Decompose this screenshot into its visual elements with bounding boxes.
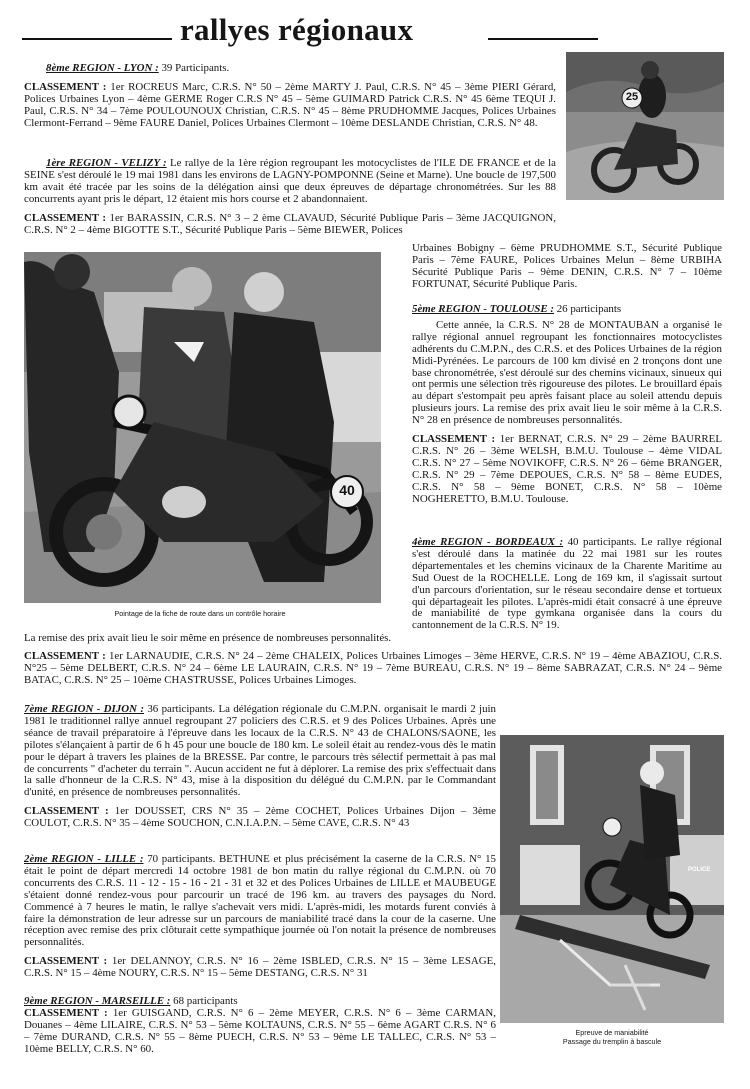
- bordeaux-classement: 1er LARNAUDIE, C.R.S. N° 24 – 2ème CHALEIX, Polices Urbaines Limoges – 3ème HERVE, C.R.S. N° 19 – 4ème ABAZIOU, C.R.S. N°25 – 5ème DELBERT, C.R.S. N° 24 – 6ème LE LAURAIN, C.R.S. N° 19 – 7ème BUREAU, C.R.S. N° 19 – 8ème SABRAZAT, C.R.S. N° 24 – 9ème BATAC, C.R.S. N° 25 – 10ème CHASTRUSSE, Polices Urbaines Limoges.: [24, 649, 723, 686]
- heading-marseille: 9ème REGION - MARSEILLE :: [24, 995, 171, 1007]
- classement-label: CLASSEMENT :: [24, 1006, 108, 1019]
- photo-motorcyclist-rally: [566, 52, 724, 200]
- title-row: [22, 12, 722, 52]
- photo-control-checkpoint: [24, 252, 381, 603]
- velizy-classement-part1: 1er BARASSIN, C.R.S. N° 3 – 2 ème CLAVAUD, Sécurité Publique Paris – 3ème JACQUIGNON, C.R.S. N° 2 – 4ème BIGOTTE S.T., Sécurité Publique Paris – 5ème BIEWER, Polices: [24, 211, 556, 236]
- toulouse-text: Cette année, la C.R.S. N° 28 de MONTAUBAN a organisé le rallye régional annuel regroupant les fonctionnaires motocyclistes adhérents du C.M.P.N., des C.R.S. et des Polices Urbaines de la région Midi-Pyrénées. Le parcours de 100 km divisé en 2 tronçons dont une base chronométrée, s'est déroulé sur des chemins vicinaux, sinueux qui ont permis une sélection très rigoureuse des pilotes. Le brouillard épais au départ s'estompait peu après faisant place au soleil attendu depuis plusieurs jours. La remise des prix avait lieu le soir même à la C.R.S. N° 28 en présence de nombreuses personnalités.: [412, 318, 722, 427]
- section-marseille: [24, 996, 496, 1056]
- section-velizy-continued: [386, 243, 722, 291]
- marseille-intro: 68 participants: [170, 995, 238, 1007]
- main-photo-caption: Pointage de la fiche de route dans un contrôle horaire: [114, 609, 286, 618]
- dijon-text: 36 participants. La délégation régionale du C.M.P.N. organisait le mardi 2 juin 1981 le traditionnel rallye annuel regroupant 27 policiers des C.R.S. et 9 des Polices Urbaines. Après une séance de travail préparatoire à l'épreuve dans les locaux de la C.R.S. N° 43 de CHALONS/SAONE, les pilotes s'élançaient à partir de 6 h 45 pour une boucle de 180 km. Le soleil était au rendez-vous dès le matin pour le départ à travers les plaines de la BRESSE. Par contre, le parcours très sélectif permettait à pas mal de concurrents " d'acheter du terrain ". Aucun accident ne fut à déplorer. La remise des prix s'effectuait dans la salle d'honneur de la C.R.S. N° 43, mise à la disposition du délégué du C.M.P.N. par le Commandant d'unité, en présence de nombreuses personnalités.: [24, 703, 496, 799]
- dijon-classement: 1er DOUSSET, CRS N° 35 – 2ème COCHET, Polices Urbaines Dijon – 3ème COULOT, C.R.S. N° 35 – 4ème SOUCHON, C.N.I.A.P.N. – 5ème CAVE, C.R.S. N° 43: [24, 805, 496, 830]
- bordeaux-text: 40 participants. Le rallye régional s'est déroulé dans la matinée du 22 mai 1981 sur les routes départementales et les chemins vicinaux de la Charente Maritime au Sud Ouest de la ROCHELLE. Long de 169 km, il s'agissait surtout d'un parcours d'orientation, sur le réseau secondaire dense et tortueux qui départageait les pilotes. L'après-midi était consacré à une épreuve de maniabilité de type gymkana organisée dans la cours du cantonnement de la C.R.S. N° 19.: [412, 536, 722, 632]
- title-rule-left: [22, 38, 172, 40]
- lyon-intro: 39 Participants.: [158, 62, 230, 74]
- toulouse-classement: 1er BERNAT, C.R.S. N° 29 – 2ème BAURREL C.R.S. N° 26 – 3ème WELSH, B.M.U. Toulouse – 4ème VIDAL C.R.S. N° 27 – 5ème NOVIKOFF, C.R.S. N° 26 – 6ème BRANGER, C.R.S. N° 29 – 7ème DEPOUES, C.R.S. N° 58 – 8ème EUDES, C.R.S. N° 58 – 9ème BONET, C.R.S. N° 58 – 10ème NOGHERETTO, B.M.U. Toulouse.: [412, 433, 722, 505]
- heading-lille: 2ème REGION - LILLE :: [24, 853, 144, 865]
- lyon-classement: 1er ROCREUS Marc, C.R.S. N° 50 – 2ème MARTY J. Paul, C.R.S. N° 45 – 3ème PIERI Gérard, Polices Urbaines Lyon – 4ème GERME Roger C.R.S N° 45 – 5ème GUIMARD Patrick C.R.S. N° 45 6ème TEQUI J. Paul, C.R.S. N° 34 – 7ème POULOUNOUX Christian, C.R.S. N° 45 – 8ème PRUDHOMME Jacques, Polices Urbaines Clermont-Ferrand – 9ème FAURE Daniel, Polices Urbaines Clermont – 10ème DESLANDE Christian, C.R.S. N° 48.: [24, 80, 556, 129]
- toulouse-intro: 26 participants: [553, 303, 622, 315]
- heading-lyon: 8ème REGION - LYON :: [46, 62, 159, 74]
- section-bordeaux: [412, 537, 722, 632]
- bib-number-40: 40: [339, 482, 355, 498]
- section-toulouse: [412, 304, 722, 506]
- title-rule-right: [488, 38, 598, 40]
- velizy-text: Le rallye de la 1ère région regroupant les motocyclistes de l'ILE DE FRANCE et de la SEINE s'est déroulé le 19 mai 1981 dans les environs de LAGNY-POMPONNE (Seine et Marne). Une boucle de 197,500 km avait été tracée par les soins de la délégation ainsi que deux épreuves de départage chronométrées. Sur les 88 concurrents ayant pris le départ, 12 étaient mis hors course et 2 abandonnaient.: [24, 157, 556, 205]
- police-sign: POLICE: [688, 867, 711, 873]
- classement-label: CLASSEMENT :: [24, 805, 109, 818]
- marseille-classement: 1er GUISGAND, C.R.S. N° 6 – 2ème MEYER, C.R.S. N° 6 – 3ème CARMAN, Douanes – 4ème LILAIRE, C.R.S. N° 53 – 5ème KOLTAUNS, C.R.S. N° 55 – 6ème AGART C.R.S. N° 6 – 7ème DURAND, C.R.S. N° 55 – 8ème PUECH, C.R.S. N° 53 – 9ème LE TALLEC, C.R.S. N° 53 – 10ème BELLY, C.R.S. N° 60.: [24, 1006, 496, 1055]
- classement-label: CLASSEMENT :: [412, 433, 496, 446]
- classement-label: CLASSEMENT :: [24, 649, 106, 662]
- classement-label: CLASSEMENT :: [24, 955, 108, 968]
- classement-label: CLASSEMENT :: [24, 211, 106, 224]
- page-title: rallyes régionaux: [180, 12, 414, 47]
- lille-text: 70 participants. BETHUNE et plus précisément la caserne de la C.R.S. N° 15 était le point de départ mercredi 14 octobre 1981 de bon matin du rallye régional du C.M.P.N. où 70 concurrents des C.R.S. 11 - 12 - 15 - 16 - 21 - 31 et 32 et des Polices Urbaines de LILLE et MAUBEUGE s'étaient donné rendez-vous pour parcourir un tracé de 196 km. au travers des paysages du Nord. Commencé à 7 heures le matin, le rallye s'achevait vers midi. L'après-midi, les motards furent conviés à faire la démonstration de leur adresse sur un parcours de maniabilité tracé dans la cour de la caserne. Une réception avec remise des prix clôturait cette sympathique journée où l'on notait la présence de nombreuses personnalités.: [24, 853, 496, 949]
- heading-velizy: 1ère REGION - VELIZY :: [46, 157, 167, 169]
- heading-dijon: 7ème REGION - DIJON :: [24, 703, 144, 715]
- bordeaux-text-end: La remise des prix avait lieu le soir même en présence de nombreuses personnalités.: [24, 632, 392, 644]
- section-bordeaux-end: [24, 633, 722, 687]
- classement-label: CLASSEMENT :: [24, 80, 107, 93]
- bottom-photo-caption-line2: Passage du tremplin à bascule: [562, 1037, 662, 1046]
- photo-maniability-test: [500, 735, 724, 1023]
- lille-classement: 1er DELANNOY, C.R.S. N° 16 – 2ème ISBLED, C.R.S. N° 15 – 3ème LESAGE, C.R.S. N° 15 – 4ème NOURY, C.R.S. N° 15 – 5ème DESTANG, C.R.S. N° 31: [24, 955, 496, 980]
- section-lyon: [24, 63, 556, 130]
- heading-bordeaux: 4ème REGION - BORDEAUX :: [412, 536, 564, 548]
- bottom-photo-caption-line1: Epreuve de maniabilité: [575, 1028, 649, 1037]
- section-velizy: [24, 158, 556, 236]
- section-lille: [24, 854, 496, 980]
- heading-toulouse: 5ème REGION - TOULOUSE :: [412, 303, 554, 315]
- velizy-classement-part2: Urbaines Bobigny – 6ème PRUDHOMME S.T., Sécurité Publique Paris – 7ème FAURE, Polices Urbaines Melun – 8ème URBIHA Sécurité Publique Paris – 9ème DENIN, C.R.S. N° 7 – 10ème FORTUNAT, Sécurité Publique Paris.: [412, 242, 722, 290]
- bib-number-25: 25: [625, 91, 639, 103]
